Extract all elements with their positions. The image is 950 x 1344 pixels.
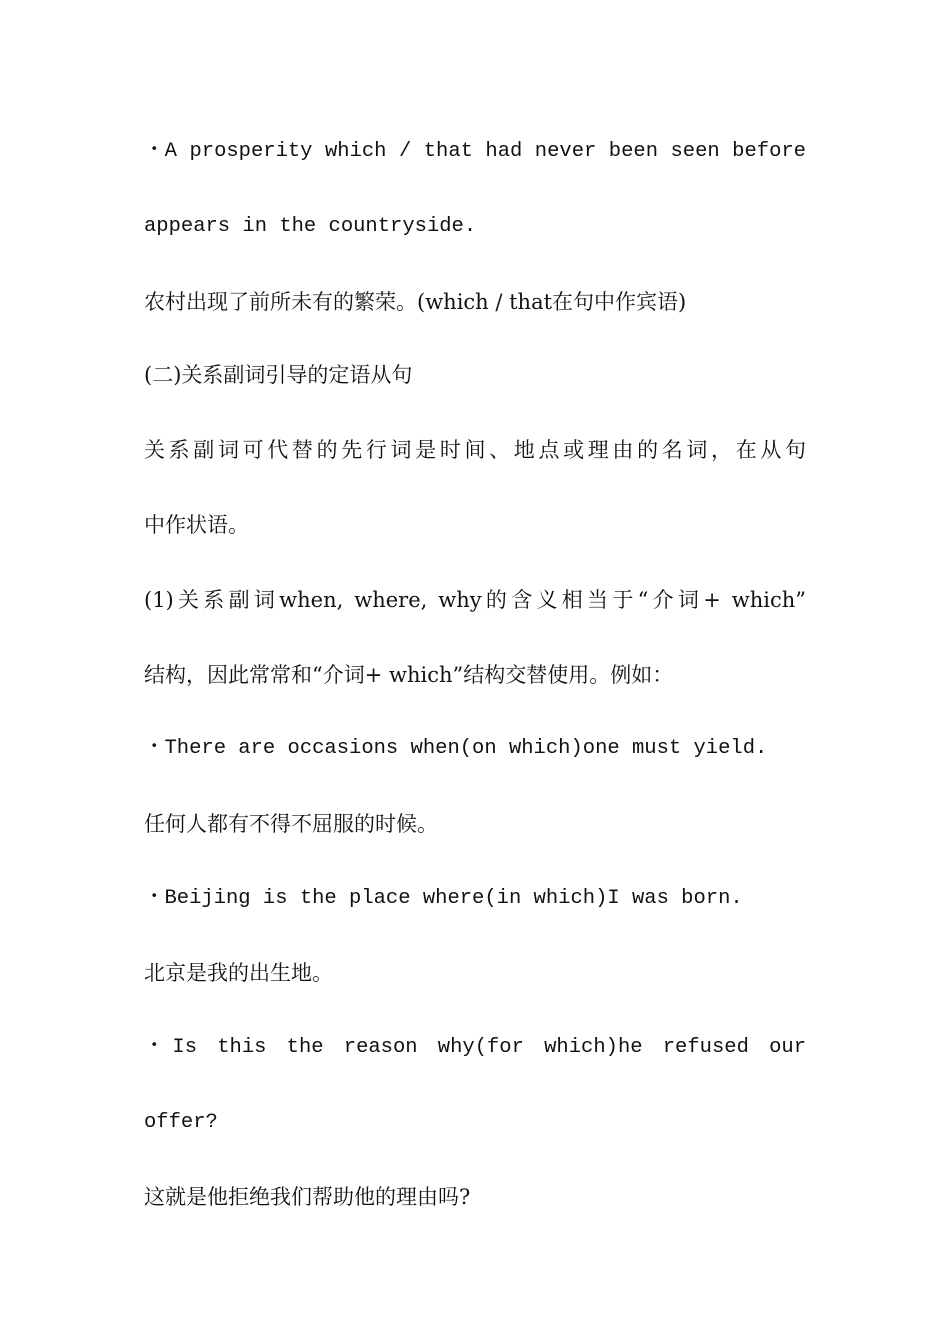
- section-heading: (二)关系副词引导的定语从句: [144, 363, 413, 387]
- paragraph-line-2: 中作状语。: [144, 513, 249, 537]
- example-sentence-4-line-2: offer?: [144, 1111, 218, 1134]
- example-sentence-1-line-2: appears in the countryside.: [144, 215, 477, 238]
- example-sentence-4-line-1: ・Is this the reason why(for which)he refused our: [144, 1036, 806, 1059]
- example-sentence-1-line-1: ・A prosperity which / that had never been seen before: [144, 140, 806, 163]
- translation-3: 北京是我的出生地。: [144, 961, 333, 985]
- example-sentence-3: ・Beijing is the place where(in which)I was born.: [144, 887, 743, 910]
- translation-4: 这就是他拒绝我们帮助他的理由吗?: [144, 1185, 471, 1209]
- example-sentence-2: ・There are occasions when(on which)one must yield.: [144, 737, 768, 760]
- rule-line-2: 结构，因此常常和“介词+ which”结构交替使用。例如：: [144, 663, 674, 687]
- paragraph-line-1: 关系副词可代替的先行词是时间、地点或理由的名词，在从句: [144, 438, 806, 462]
- translation-1: 农村出现了前所未有的繁荣。(which / that在句中作宾语): [144, 290, 687, 314]
- translation-2: 任何人都有不得不屈服的时候。: [144, 812, 438, 836]
- rule-line-1: (1)关系副词when, where, why的含义相当于“介词+ which”: [144, 588, 806, 612]
